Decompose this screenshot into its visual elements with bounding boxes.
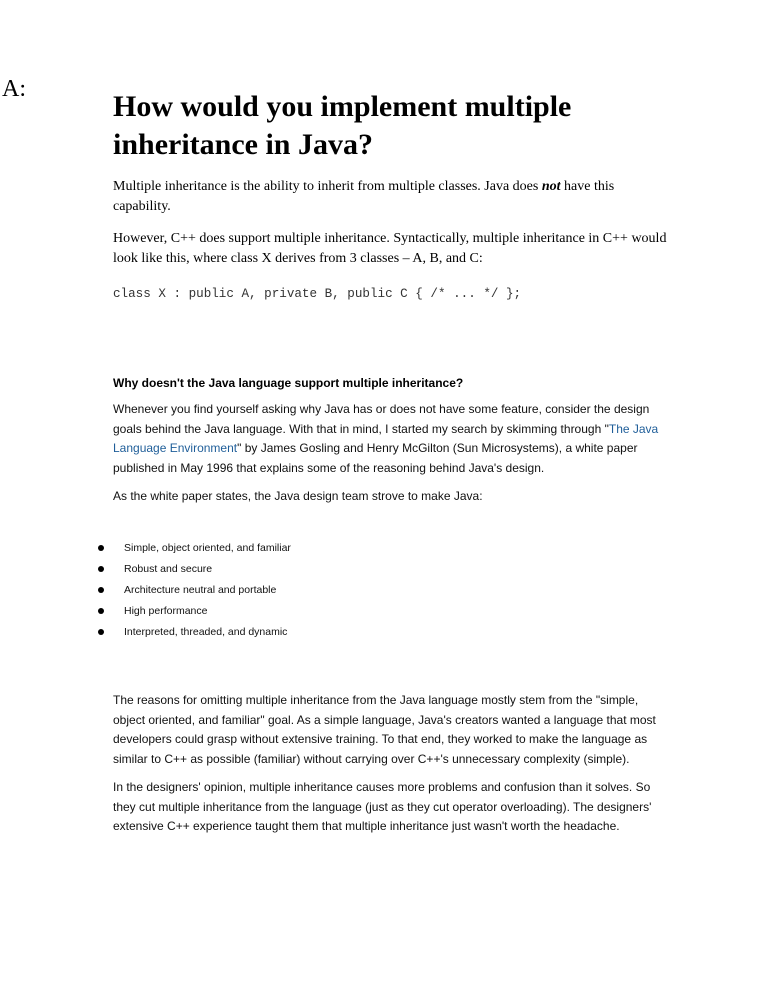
section-paragraph-1 (113, 400, 668, 478)
intro-paragraph-2: However, C++ does support multiple inheritance. Syntactically, multiple inheritance in C++ would look like this, where class X derives from 3 classes – A, B, and C: (113, 231, 667, 266)
list-item (98, 559, 291, 580)
emphasis-not: not (541, 179, 561, 194)
list-item-text: Interpreted, threaded, and dynamic (124, 626, 288, 638)
section-text-before: Whenever you find yourself asking why Java has or does not have some feature, consider the design goals behind the Java language. With that in mind, I started my search by skimming through " (113, 402, 650, 436)
intro-paragraph-1 (113, 177, 668, 217)
intro-text-before: Multiple inheritance is the ability to inherit from multiple classes. Java does (113, 179, 542, 194)
list-item-text: Architecture neutral and portable (124, 584, 277, 596)
answer-marker: A: (2, 76, 26, 102)
section-paragraph-2: As the white paper states, the Java design team strove to make Java: (113, 489, 483, 503)
bullet-icon (98, 545, 104, 551)
section-heading: Why doesn't the Java language support multiple inheritance? (113, 376, 464, 390)
bullet-icon (98, 566, 104, 572)
design-goals-list (98, 538, 291, 643)
page-title: How would you implement multiple inheritance in Java? (113, 90, 572, 161)
list-item-text: High performance (124, 605, 208, 617)
section-body (113, 400, 668, 507)
list-item (98, 580, 291, 601)
list-item-text: Simple, object oriented, and familiar (124, 542, 291, 554)
bullet-icon (98, 587, 104, 593)
conclusion-section (113, 691, 673, 837)
java-language-environment-link[interactable]: The Java Language Environment (113, 421, 659, 455)
list-item (98, 601, 291, 622)
list-item-text: Robust and secure (124, 563, 213, 575)
section-paragraph-4: In the designers' opinion, multiple inheritance causes more problems and confusion than it solves. So they cut multiple inheritance from the language (just as they cut operator overloading). The designers' extensive C++ experience taught them that multiple inheritance just wasn't worth the headache. (113, 780, 652, 833)
list-item (98, 622, 291, 643)
main-content (113, 88, 668, 503)
bullet-icon (98, 629, 104, 635)
list-item (98, 538, 291, 559)
intro-text-after: have this capability. (113, 179, 615, 214)
section-paragraph-3: The reasons for omitting multiple inheritance from the Java language mostly stem from the "simple, object oriented, and familiar" goal. As a simple language, Java's creators wanted a language that most developers could grasp without extensive training. To that end, they worked to make the language as similar to C++ as possible (familiar) without carrying over C++'s unnecessary complexity (simple). (113, 693, 656, 766)
bullet-icon (98, 608, 104, 614)
section-text-after: " by James Gosling and Henry McGilton (Sun Microsystems), a white paper published in May 1996 that explains some of the reasoning behind Java's design. (113, 441, 638, 475)
code-snippet: class X : public A, private B, public C { /* ... */ }; (113, 287, 522, 301)
